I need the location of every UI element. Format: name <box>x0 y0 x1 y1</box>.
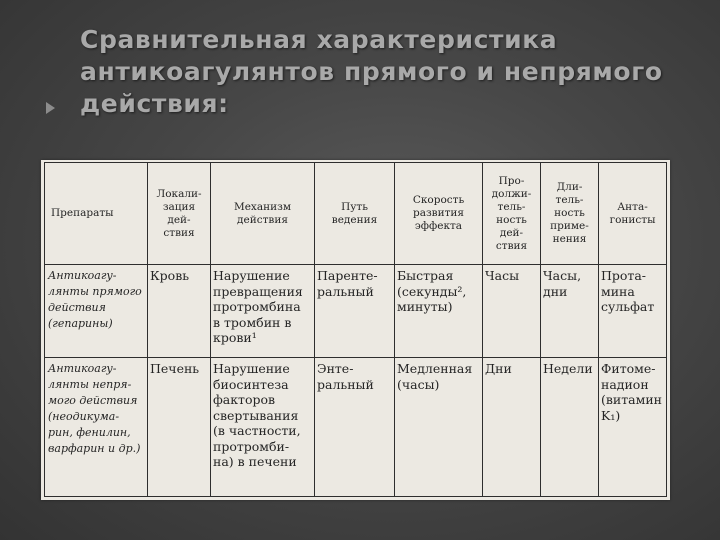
table-cell: Прота- мина сульфат <box>599 265 667 358</box>
table-cell: Кровь <box>148 265 211 358</box>
table-cell: Антикоагу- лянты прямого действия (гепарины) <box>45 265 148 358</box>
title-line-2: антикоагулянтов прямого и непрямого <box>80 57 663 86</box>
header-cell-localization: Локали- зация дей- ствия <box>148 163 211 265</box>
header-cell-duration-use: Дли- тель- ность приме- нения <box>541 163 599 265</box>
table-cell: Энте- ральный <box>315 358 395 497</box>
table-cell: Быстрая (секунды², минуты) <box>395 265 483 358</box>
table-cell: Антикоагу- лянты непря- мого действия (неодикума- рин, фенилин, варфарин и др.) <box>45 358 148 497</box>
table-row <box>45 265 667 358</box>
table-cell: Печень <box>148 358 211 497</box>
header-cell-onset-speed: Скорость развития эффекта <box>395 163 483 265</box>
table-cell: Паренте- ральный <box>315 265 395 358</box>
slide-title <box>80 24 680 120</box>
table-scan <box>41 160 670 500</box>
header-cell-mechanism: Механизм действия <box>211 163 315 265</box>
comparison-table <box>44 162 667 497</box>
table-cell: Часы, дни <box>541 265 599 358</box>
table-cell: Дни <box>483 358 541 497</box>
table-cell: Нарушение биосинтеза факторов свертывания (в частности, протромби- на) в печени <box>211 358 315 497</box>
header-cell-route: Путь ведения <box>315 163 395 265</box>
header-cell-drugs: Препараты <box>45 163 148 265</box>
header-cell-antagonists: Анта- гонисты <box>599 163 667 265</box>
title-line-1: Сравнительная характеристика <box>80 25 558 54</box>
table-header-row <box>45 163 667 265</box>
table-cell: Часы <box>483 265 541 358</box>
table-cell: Фитоме- надион (витамин K₁) <box>599 358 667 497</box>
table-row <box>45 358 667 497</box>
table-cell: Медленная (часы) <box>395 358 483 497</box>
bullet-arrow-icon <box>46 102 55 114</box>
header-cell-duration-action: Про- должи- тель- ность дей- ствия <box>483 163 541 265</box>
title-line-3: действия: <box>80 89 229 118</box>
table-cell: Нарушение превращения протромбина в тромбин в крови¹ <box>211 265 315 358</box>
table-cell: Недели <box>541 358 599 497</box>
